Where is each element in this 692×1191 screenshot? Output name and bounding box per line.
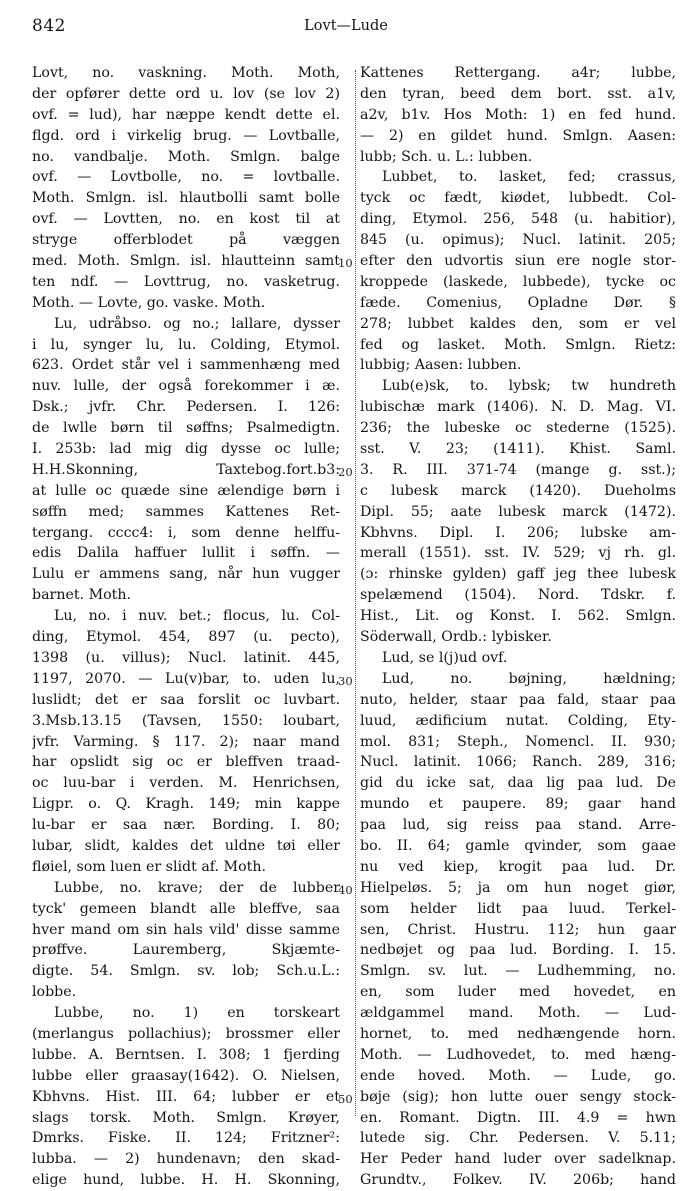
right-column-line: c lubesk marck (1420). Dueholms [360,482,676,499]
right-column-line: lubbig; Aasen: lubben. [360,357,522,374]
right-column-line: lubischæ mark (1406). N. D. Mag. VI. [360,399,676,416]
left-column-line: Kbhvns. Hist. III. 64; lubber er et [32,1088,340,1105]
right-column-line: Hielpeløs. 5; ja om hun noget giør, [360,879,676,896]
page-header [0,6,692,40]
left-column-line: slags torsk. Moth. Smlgn. Krøyer, [32,1109,340,1126]
left-column-line: 1197, 2070. — Lu(v)bar, to. uden lu, [32,670,340,687]
right-column-line: a2v, b1v. Hos Moth: 1) en fed hund. [360,106,676,123]
left-column-line: ovf. — Lovtbolle, no. = lovtballe. [32,169,340,186]
right-column-line: Kbhvns. Dipl. I. 206; lubske am- [360,524,676,541]
right-column-line: fæde. Comenius, Opladne Dør. § [360,294,676,311]
right-column-line: en. Romant. Digtn. III. 4.9 = hwn [360,1109,676,1126]
right-column-line: efter den udvortis siun ere nogle stor- [360,253,676,270]
right-column-line: Smlgn. sv. lut. — Ludhemming, no. [360,963,676,980]
left-column-line: Lu, no. i nuv. bet.; flocus, lu. Col- [54,608,340,625]
right-column-line: 236; the lubeske oc stederne (1525). [360,420,676,437]
right-column-line: hornet, to. med nedhængende horn. [360,1025,676,1042]
left-column-line: tyck' gemeen blandt alle bleffve, saa [32,900,340,917]
left-column-line: luslidt; det er saa forslit oc luvbart. [32,691,340,708]
left-column-line: 3.Msb.13.15 (Tavsen, 1550: loubart, [32,712,340,729]
right-column-line: luud, ædificium nutat. Colding, Ety- [360,712,676,729]
left-column-line: Dsk.; jvfr. Chr. Pedersen. I. 126: [32,399,340,416]
right-column-line: en, som luder med hovedet, en [360,984,676,1001]
right-column-line: som helder lidt paa luud. Terkel- [360,900,676,917]
left-column-line: i lu, synger lu, lu. Colding, Etymol. [32,336,340,353]
right-column-line: Hist., Lit. og Konst. I. 562. Smlgn. [360,608,676,625]
right-column-line: — 2) en gildet hund. Smlgn. Aasen: [360,127,676,144]
left-column-line: ten ndf. — Lovttrug, no. vasketrug. [32,273,340,290]
left-column-line: nuv. lulle, der også forekommer i æ. [32,378,340,395]
right-column-line: Lud, no. bøjning, hældning; [382,670,676,687]
right-column-line: nedbøjet og paa lud. Bording. I. 15. [360,942,676,959]
right-column-line: lutede sig. Chr. Pedersen. V. 5.11; [360,1130,676,1147]
left-column-line: H.H.Skonning, Taxtebog.fort.b3: [32,461,340,478]
right-column-line: merall (1551). sst. IV. 529; vj rh. gl. [360,545,676,562]
left-column-line: Lulu er ammens sang, når hun vugger [32,566,340,583]
right-column-line: spelæmend (1504). Nord. Tdskr. f. [360,587,676,604]
left-column-line: ding, Etymol. 454, 897 (u. pecto), [32,629,340,646]
right-column-line: bo. II. 64; gamle qvinder, som gaae [360,837,676,854]
left-column-line: Ligpr. o. Q. Kragh. 149; min kappe [32,796,340,813]
left-column-line: Lubbe, no. 1) en torskeart [54,1005,340,1022]
right-column-line: Grundtv., Folkev. IV. 206b; hand [360,1172,676,1189]
right-column-line: Lubbet, to. lasket, fed; crassus, [382,169,676,186]
right-column-line: Moth. — Ludhovedet, to. med hæng- [360,1046,676,1063]
left-column-line: digte. 54. Smlgn. sv. lob; Sch.u.L.: [32,963,340,980]
left-column-line: de lwlle børn til søffns; Psalmedigtn. [32,420,340,437]
right-column-line: 845 (u. opimus); Nucl. latinit. 205; [360,232,676,249]
right-column-line: tyck oc fædt, kiødet, lubbedt. Col- [360,190,676,207]
right-column [360,63,676,1191]
left-column-line: barnet. Moth. [32,587,131,604]
left-column-line: lobbe. [32,984,77,1001]
left-column-line: Moth. — Lovte, go. vaske. Moth. [32,294,266,311]
left-column-line: no. vandbalje. Moth. Smlgn. balge [32,148,340,165]
left-column-line: har opslidt sig oc er bleffven traad- [32,754,340,771]
right-column-line: Dipl. 55; aate lubesk marck (1472). [360,503,676,520]
left-column-line: jvfr. Varming. § 117. 2); naar mand [32,733,340,750]
left-column-line: lubba. — 2) hundenavn; den skad- [32,1151,340,1168]
left-column-line: I. 253b: lad mig dig dysse oc lulle; [32,441,340,458]
right-column-line: Lub(e)sk, to. lybsk; tw hundreth [382,378,676,395]
left-column [32,63,340,1191]
left-column-line: Dmrks. Fiske. II. 124; Fritzner²: [32,1130,340,1147]
right-column-line: Her Peder hand luder over sadelknap. [360,1151,676,1168]
right-column-line: mol. 831; Steph., Nomencl. II. 930; [360,733,676,750]
left-column-line: oc luu-bar i verden. M. Henrichsen, [32,775,340,792]
margin-line-number: 50 [338,1092,353,1107]
right-column-line: Söderwall, Ordb.: lybisker. [360,629,552,646]
left-column-line: prøffve. Lauremberg, Skjæmte- [32,942,340,959]
left-column-line: flgd. ord i virkelig brug. — Lovtballe, [32,127,340,144]
left-column-line: hver mand om sin hals vild' disse samme [32,921,340,938]
left-column-line: lubbe eller graasay(1642). O. Nielsen, [32,1067,340,1084]
column-divider [355,70,356,1116]
right-column-line: nu ved kiep, krogit paa lud. Dr. [360,858,676,875]
left-column-line: lubar, slidt, kaldes det uldne tøi eller [32,837,340,854]
left-column-line: 1398 (u. villus); Nucl. latinit. 445, [32,649,340,666]
right-column-line: Nucl. latinit. 1066; Ranch. 289, 316; [360,754,676,771]
margin-line-number: 40 [338,883,353,898]
right-column-line: gid du icke sat, daa lig paa lud. De [360,775,676,792]
margin-line-number: 30 [338,674,353,689]
left-column-line: at lulle oc quæde sine ælendige børn i [32,482,340,499]
right-column-line: sen, Christ. Hustru. 112; hun gaar [360,921,676,938]
right-column-line: ding, Etymol. 256, 548 (u. habitior), [360,211,676,228]
right-column-line: Kattenes Rettergang. a4r; lubbe, [360,65,676,81]
left-column-line: lubbe. A. Berntsen. I. 308; 1 fjerding [32,1046,340,1063]
left-column-line: edis Dalila haffuer lullit i søffn. — [32,545,340,562]
left-column-line: tergang. cccc4: i, som denne helffu- [32,524,340,541]
left-column-line: stryge offerblodet på væggen [32,232,340,249]
right-column-line: den tyran, beed dem bort. sst. a1v, [360,85,676,102]
margin-line-number: 10 [338,256,353,271]
margin-line-number: 20 [338,465,353,480]
left-column-line: der opfører dette ord u. lov (se lov 2) [32,85,340,102]
right-column-line: mundo et paupere. 89; gaar hand [360,796,676,813]
left-column-line: Lubbe, no. krave; der de lubber [54,879,340,896]
running-head: Lovt—Lude [304,18,388,34]
left-column-line: lu-bar er saa nær. Bording. I. 80; [32,817,340,834]
left-column-line: ovf. — Lovtten, no. en kost til at [32,211,340,228]
right-column-line: paa lud, sig reiss paa stand. Arre- [360,817,676,834]
left-column-line: (merlangus pollachius); brossmer eller [32,1025,340,1042]
right-column-line: Lud, se l(j)ud ovf. [382,649,508,666]
right-column-line: ældgammel mand. Moth. — Lud- [360,1005,676,1022]
right-column-line: (ɔ: rhinske gylden) gaff jeg thee lubesk [360,566,676,583]
left-column-line: 623. Ordet står vel i sammenhæng med [32,357,340,374]
left-column-line: med. Moth. Smlgn. isl. hlautteinn samt [32,253,340,270]
right-column-line: 3. R. III. 371-74 (mange g. sst.); [360,461,676,478]
right-column-line: fed og lasket. Moth. Smlgn. Rietz: [360,336,676,353]
left-column-line: Lovt, no. vaskning. Moth. Moth, [32,65,340,81]
left-column-line: Lu, udråbso. og no.; lallare, dysser [54,315,340,332]
left-column-line: elige hund, lubbe. H. H. Skonning, [32,1172,340,1189]
right-column-line: ende hoved. Moth. — Lude, go. [360,1067,676,1084]
left-column-line: søffn med; sammes Kattenes Ret- [32,503,340,520]
right-column-line: kroppede (laskede, lubbede), tycke oc [360,273,676,290]
right-column-line: lubb; Sch. u. L.: lubben. [360,148,533,165]
left-column-line: ovf. = lud), har næppe kendt dette el. [32,106,340,123]
right-column-line: sst. V. 23; (1411). Khist. Saml. [360,441,676,458]
right-column-line: 278; lubbet kaldes den, som er vel [360,315,676,332]
left-column-line: fløiel, som luen er slidt af. Moth. [32,858,266,875]
page-number: 842 [32,16,66,36]
left-column-line: Moth. Smlgn. isl. hlautbolli samt bolle [32,190,340,207]
right-column-line: bøje (sig); hon lutte ouer sengy stock- [360,1088,676,1105]
right-column-line: nuto, helder, staar paa fald, staar paa [360,691,676,708]
